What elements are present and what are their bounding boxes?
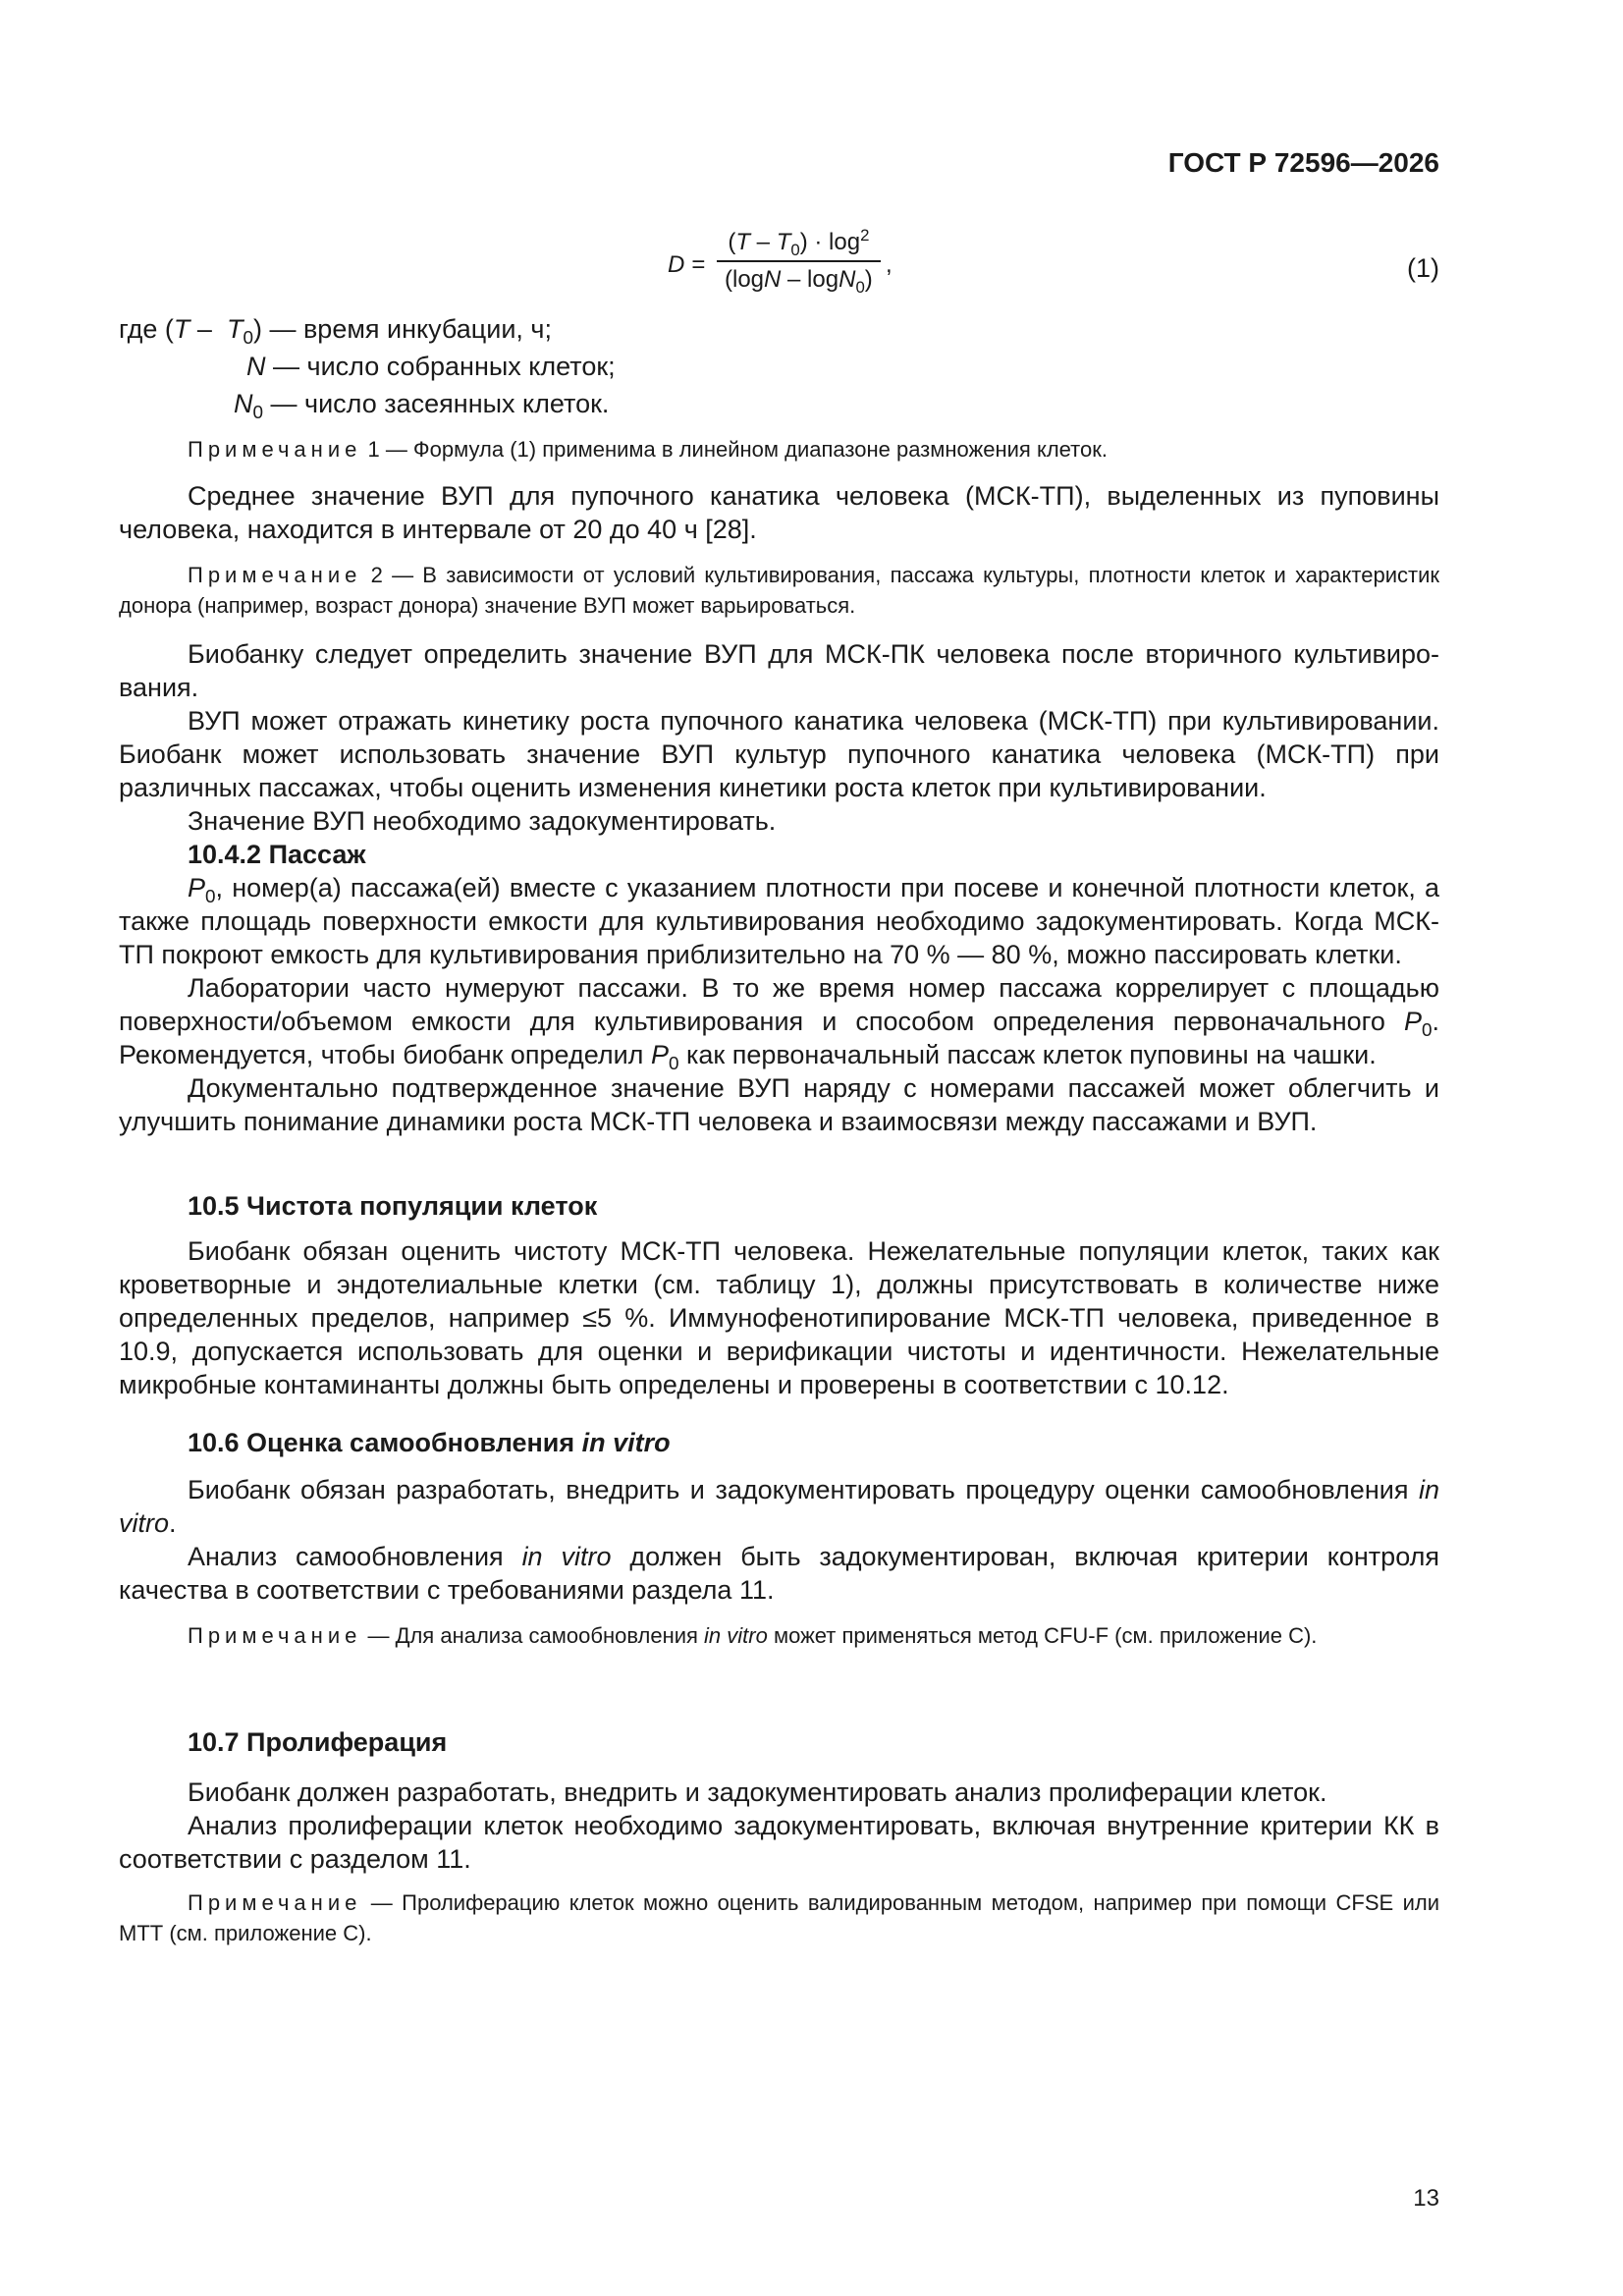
paragraph-self-renewal: Биобанк обязан разработать, внедрить и задокументировать процедуру оценки самообновления in vitro. Анализ самообновления in vitro должен быть задокументирован, включая критерии контроля качества в соответствии с требованиями раздела 11. bbox=[119, 1475, 1439, 1605]
formula-fraction bbox=[717, 226, 881, 297]
section-10-7-title: 10.7 Пролиферация bbox=[188, 1727, 448, 1757]
section-10-7 bbox=[119, 1725, 1439, 1759]
section-10-6-title: 10.6 Оценка самообновления in vitro bbox=[188, 1428, 671, 1457]
note-3: Примечание — Для анализа самообновления in vitro может применяться метод CFU-F (см. приложение С). bbox=[188, 1623, 1318, 1648]
formula-numerator: $(T - T_0) \cdot \log^2$ bbox=[717, 226, 881, 262]
note-2: Примечание 2 — В зависимости от условий культивирования, пассажа культуры, плотности клеток и характеристик донора (например, возраст донора) значение ВУП может варьироваться. bbox=[119, 563, 1439, 618]
where-line-2: N — число собранных клеток; bbox=[246, 352, 616, 381]
where-line-1: где $(T - T_0)$ — время инкубации, ч; bbox=[119, 314, 552, 349]
page-number: 13 bbox=[1413, 2185, 1439, 2212]
formula-number: (1) bbox=[1407, 253, 1439, 283]
paragraph-passage-numbering: Лаборатории часто нумеруют пассажи. В то же время номер пассажа коррелирует с площадью поверхности/объемом емкости для культивирования и способом определения первоначального $P_0$. Рекомендуется, чтобы биобанк определил $P_0$ как первоначальный пассаж клеток пуповины на чашки. bbox=[119, 973, 1439, 1074]
note-4: Примечание — Пролиферацию клеток можно оценить валидированным методом, например при помощи CFSE или МТТ (см. приложение С). bbox=[119, 1890, 1439, 1945]
section-10-4-2-title: 10.4.2 Пассаж bbox=[188, 840, 366, 869]
paragraph-biobank-vup: Биобанку следует определить значение ВУП для МСК-ПК человека после вторичного культивиро-вания. ВУП может отражать кинетику роста пупочного канатика человека (МСК-ТП) при культивировании. Биобанк может использовать значение ВУП культур пупочного канатика человека (МСК-ТП) при различных пассажах, чтобы оценить изменения кинетики роста клеток при культивировании. Значение ВУП необходимо задокументировать. 10.4.2 Пассаж $P_0$, номер(а) пассажа(ей) вместе с указанием плотности при посеве и конечной плотности клеток, а также площадь поверхности емкости для культивирования необходимо задокументировать. Когда МСК-ТП покроют емкость для культивирования приблизительно на 70 % — 80 %, можно пассировать клетки. Лаборатории часто нумеруют пассажи. В то же время номер пассажа коррелирует с площадью поверхности/объемом емкости для культивирования и способом определения первоначального $P_0$. Рекомендуется, чтобы биобанк определил $P_0$ как первоначальный пассаж клеток пуповины на чашки. Документально подтвержденное значение ВУП наряду с номерами пассажей может облегчить и улучшить понимание динамики роста МСК-ТП человека и взаимосвязи между пассажами и ВУП. bbox=[119, 639, 1439, 1136]
section-10-6 bbox=[119, 1426, 1439, 1459]
section-10-5 bbox=[119, 1189, 1439, 1223]
section-10-5-title: 10.5 Чистота популяции клеток bbox=[188, 1191, 598, 1221]
where-line-3: $N_0$ — число засеянных клеток. bbox=[234, 389, 610, 423]
paragraph-mean-vup: Среднее значение ВУП для пупочного канатика человека (МСК-ТП), выделенных из пуповины человека, находится в интервале от 20 до 40 ч [28]. bbox=[119, 481, 1439, 544]
paragraph-purity: Биобанк обязан оценить чистоту МСК-ТП человека. Нежелательные популяции клеток, таких как кроветворные и эндотелиальные клетки (см. таблицу 1), должны присутствовать в количестве ниже определенных пределов, например ≤5 %. Иммунофенотипирование МСК-ТП человека, приведенное в 10.9, допускается использовать для оценки и верификации чистоты и идентичности. Нежелательные микробные контаминанты должны быть определены и проверены в соответствии с 10.12. bbox=[119, 1236, 1439, 1399]
document-header-id: ГОСТ Р 72596—2026 bbox=[1167, 147, 1439, 178]
formula-denominator: (logN – logN$_0$) bbox=[725, 266, 873, 297]
formula-lhs: D = bbox=[668, 251, 706, 278]
paragraph-passage: $P_0$, номер(а) пассажа(ей) вместе с указанием плотности при посеве и конечной плотности клеток, а также площадь поверхности емкости для культивирования необходимо задокументировать. Когда МСК-ТП покроют емкость для культивирования приблизительно на 70 % — 80 %, можно пассировать клетки. bbox=[119, 873, 1439, 969]
paragraph-proliferation: Биобанк должен разработать, внедрить и задокументировать анализ пролиферации клеток. Анализ пролиферации клеток необходимо задокументировать, включая внутренние критерии КК в соответствии с разделом 11. bbox=[119, 1777, 1439, 1874]
note-1: Примечание 1 — Формула (1) применима в линейном диапазоне размножения клеток. bbox=[188, 437, 1108, 462]
document-page: ГОСТ Р 72596—2026 D = $\frac{(T - T_0) \cdot \log^2}{(\log N - \log N_0)}$ , (1) где $(T - T_0)$ — время инкубации, ч; N — число собранных клеток; $N_0$ — число засеянных клеток. Примечание 1 — Формула (1) применима в линейном диапазоне размножения клеток. Среднее значение ВУП для пупочного канатика человека (МСК-ТП), выделенных из пуповины человека, находится в интервале от 20 до 40 ч [28]. Примечание 2 — В зависимости от условий культивирования, пассажа культуры, плотности клеток и характеристик донора (например, возраст донора) значение ВУП может варьироваться. Биобанку следует определить значение ВУП для МСК-ПК человека после вторичного культивиро-вания. ВУП может отражать кинетику роста пупочного канатика человека (МСК-ТП) при культивировании. Биобанк может использовать значение ВУП культур пупочного канатика человека (МСК-ТП) при различных пассажах, чтобы оценить изменения кинетики роста клеток при культивировании. Значение ВУП необходимо задокументировать. 10.4.2 Пассаж $P_0$, номер(а) пассажа(ей) вместе с указанием плотности при посеве и конечной плотности клеток, а также площадь поверхности емкости для культивирования необходимо задокументировать. Когда МСК-ТП покроют емкость для культивирования приблизительно на 70 % — 80 %, можно пассировать клетки. Лаборатории часто нумеруют пассажи. В то же время номер пассажа коррелирует с площадью поверхности/объемом емкости для культивирования и способом определения первоначального $P_0$. Рекомендуется, чтобы биобанк определил $P_0$ как первоначальный пассаж клеток пуповины на чашки. Документально подтвержденное значение ВУП наряду с номерами пассажей может облегчить и улучшить понимание динамики роста МСК-ТП человека и взаимосвязи между пассажами и ВУП. 10.5 Чистота популяции клеток Биобанк обязан оценить чистоту МСК-ТП человека. Нежелательные популяции клеток, таких как кроветворные и эндотелиальные клетки (см. таблицу 1), должны присутствовать в количестве ниже определенных пределов, например ≤5 %. Иммунофенотипирование МСК-ТП человека, приведенное в 10.9, допускается использовать для оценки и верификации чистоты и идентичности. Нежелательные микробные контаминанты должны быть определены и проверены в соответствии с 10.12. 10.6 Оценка самообновления in vitro Биобанк обязан разработать, внедрить и задокументировать процедуру оценки самообновления in vitro. Анализ самообновления in vitro должен быть задокументирован, включая критерии контроля качества в соответствии с требованиями раздела 11. Примечание — Для анализа самообновления in vitro может применяться метод CFU-F (см. приложение С). 10.7 Пролиферация Биобанк должен разработать, внедрить и задокументировать анализ пролиферации клеток. Анализ пролиферации клеток необходимо задокументировать, включая внутренние критерии КК в соответствии с разделом 11. Примечание — Пролиферацию клеток можно оценить валидированным методом, например при помощи CFSE или МТТ (см. приложение С). 13 bbox=[119, 147, 1439, 2212]
